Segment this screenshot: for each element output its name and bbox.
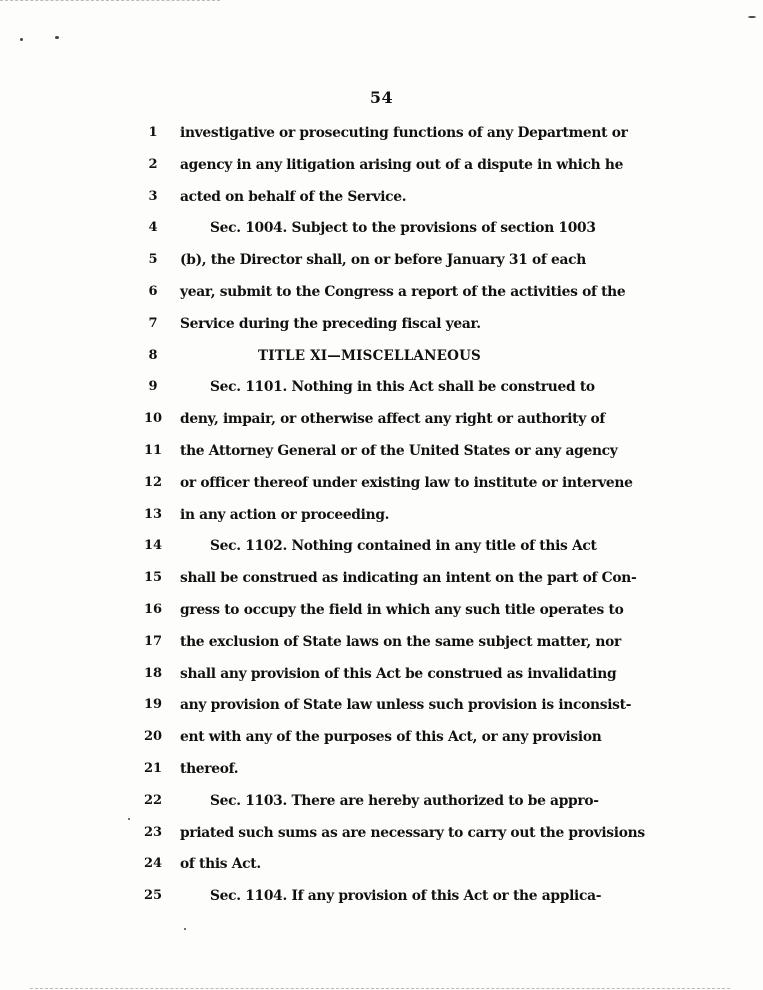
line-text: shall any provision of this Act be construed as invalidating <box>180 665 617 682</box>
line-text: or officer thereof under existing law to institute or intervene <box>180 474 633 491</box>
document-line <box>0 440 763 462</box>
line-text: the exclusion of State laws on the same subject matter, nor <box>180 633 621 650</box>
line-text: (b), the Director shall, on or before January 31 of each <box>180 252 586 269</box>
line-number: 14 <box>143 538 163 554</box>
document-line <box>0 694 763 716</box>
document-line <box>0 376 763 398</box>
document-line <box>0 472 763 494</box>
line-text: Sec. 1004. Subject to the provisions of section 1003 <box>210 220 596 237</box>
line-number: 15 <box>143 570 163 586</box>
line-number: 11 <box>143 443 163 458</box>
document-line <box>0 345 763 367</box>
document-line <box>0 313 763 335</box>
line-number: 6 <box>148 284 158 299</box>
document-line <box>0 504 763 526</box>
line-text: ent with any of the purposes of this Act, or any provision <box>180 729 602 746</box>
line-number: 7 <box>148 315 158 331</box>
line-text: priated such sums as are necessary to carry out the provisions <box>180 824 645 841</box>
line-text: agency in any litigation arising out of a dispute in which he <box>180 156 624 173</box>
document-line <box>0 758 763 780</box>
line-number: 23 <box>143 824 163 840</box>
document-line <box>0 822 763 844</box>
document-line <box>0 408 763 430</box>
line-text: deny, impair, or otherwise affect any right or authority of <box>180 411 606 428</box>
title-heading: TITLE XI—MISCELLANEOUS <box>258 347 481 364</box>
document-line <box>0 122 763 144</box>
document-line <box>0 535 763 557</box>
line-text: in any action or proceeding. <box>180 506 390 523</box>
line-number: 8 <box>148 347 158 363</box>
scan-speck <box>184 928 186 930</box>
line-number: 19 <box>143 697 163 713</box>
document-line <box>0 217 763 239</box>
line-number: 5 <box>148 252 158 268</box>
line-number: 9 <box>148 379 158 395</box>
line-number: 12 <box>143 474 163 490</box>
document-line <box>0 154 763 176</box>
scan-speck <box>128 818 130 820</box>
line-number: 13 <box>143 506 163 522</box>
line-number: 20 <box>143 729 163 745</box>
line-number: 3 <box>148 188 158 204</box>
line-number: 16 <box>143 602 163 617</box>
document-line <box>0 567 763 589</box>
document-line <box>0 249 763 271</box>
page-number: 54 <box>369 88 394 107</box>
line-number: 21 <box>143 761 163 776</box>
scan-speck <box>55 36 59 39</box>
document-line <box>0 186 763 208</box>
line-number: 18 <box>143 665 163 681</box>
document-line <box>0 726 763 748</box>
line-text: Sec. 1103. There are hereby authorized to be appro- <box>210 792 599 809</box>
line-text: investigative or prosecuting functions of any Department or <box>180 125 628 141</box>
line-text: the Attorney General or of the United States or any agency <box>180 443 618 459</box>
scan-speck <box>20 38 23 41</box>
document-line <box>0 790 763 812</box>
scan-speck <box>748 16 756 18</box>
line-text: gress to occupy the field in which any such title operates to <box>180 602 624 618</box>
line-text: Service during the preceding fiscal year. <box>180 315 481 332</box>
line-number: 2 <box>148 156 158 172</box>
line-number: 4 <box>148 220 158 236</box>
line-number: 17 <box>143 633 163 649</box>
line-number: 24 <box>143 856 163 872</box>
line-text: any provision of State law unless such provision is inconsist- <box>180 697 632 714</box>
scan-top-edge <box>0 0 220 3</box>
line-text: Sec. 1102. Nothing contained in any title of this Act <box>210 538 597 555</box>
line-text: Sec. 1101. Nothing in this Act shall be construed to <box>210 379 595 396</box>
line-number: 1 <box>148 125 158 140</box>
line-text: shall be construed as indicating an intent on the part of Con- <box>180 570 637 587</box>
document-line <box>0 885 763 907</box>
document-line <box>0 663 763 685</box>
line-number: 22 <box>143 792 163 808</box>
document-line <box>0 599 763 621</box>
line-text: thereof. <box>180 761 239 777</box>
document-line <box>0 281 763 303</box>
document-line <box>0 853 763 875</box>
line-text: Sec. 1104. If any provision of this Act or the applica- <box>210 888 602 905</box>
line-number: 25 <box>143 888 163 904</box>
line-text: year, submit to the Congress a report of the activities of the <box>180 284 626 300</box>
document-line <box>0 631 763 653</box>
line-text: of this Act. <box>180 856 261 873</box>
line-text: acted on behalf of the Service. <box>180 188 407 205</box>
line-number: 10 <box>143 411 163 427</box>
